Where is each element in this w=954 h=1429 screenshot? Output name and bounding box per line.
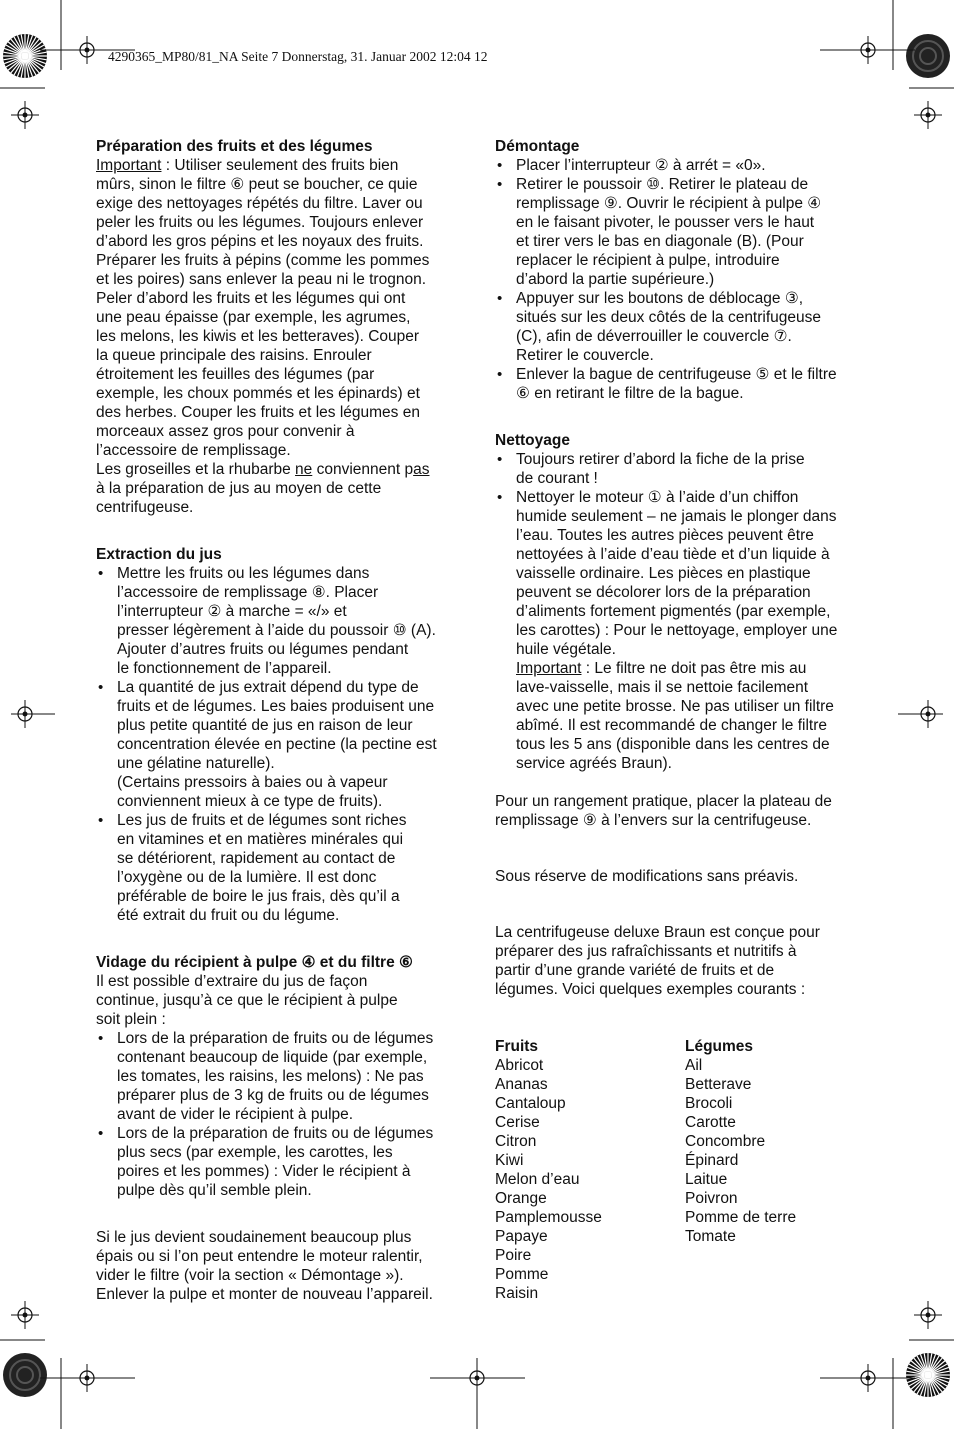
bullet-item: • La quantité de jus extrait dépend du type de	[96, 678, 460, 697]
spacer	[96, 925, 460, 953]
bullet-continuation: Ajouter d’autres fruits ou légumes pendant	[117, 641, 409, 658]
underlined-text: as	[413, 461, 430, 478]
bullet-continuation: service agréés Braun).	[516, 755, 672, 772]
bullet-continuation: été extrait du fruit ou du légume.	[117, 907, 340, 924]
section-heading: Nettoyage	[495, 432, 570, 449]
starburst-bottom-right-icon	[906, 1353, 950, 1397]
bullet-continuation: avec une petite brosse. Ne pas utiliser un filtre	[516, 698, 834, 715]
bullet-continuation: (C), afin de déverrouiller le couvercle ⑦.	[516, 328, 792, 345]
bullet-continuation: pulpe dès qu’il semble plein.	[117, 1182, 312, 1199]
bullet-continuation: plus secs (par exemple, les carottes, les	[117, 1144, 393, 1161]
text-line: des herbes. Couper les fruits et les légumes en	[96, 404, 420, 421]
right-column	[495, 137, 857, 999]
vegetables-title: Légumes	[685, 1038, 754, 1055]
left-column	[96, 137, 460, 1304]
text-line: Il est possible d’extraire du jus de façon	[96, 973, 368, 990]
list-item: Cantaloup	[495, 1095, 566, 1112]
underlined-text: ne	[295, 461, 313, 478]
text-line: vider le filtre (voir la section « Démontage »).	[96, 1267, 404, 1284]
bullet-continuation: se détériorent, rapidement au contact de	[117, 850, 396, 867]
list-item: Kiwi	[495, 1152, 524, 1169]
bullet-continuation: le fonctionnement de l’appareil.	[117, 660, 332, 677]
list-item: Tomate	[685, 1228, 736, 1245]
list-item: Betterave	[685, 1076, 752, 1093]
spacer	[495, 886, 857, 923]
list-item: Carotte	[685, 1114, 736, 1131]
print-slug-header: 4290365_MP80/81_NA Seite 7 Donnerstag, 31. Januar 2002 12:04 12	[108, 49, 488, 64]
list-item: Brocoli	[685, 1095, 733, 1112]
text-line: La centrifugeuse deluxe Braun est conçue pour	[495, 924, 820, 941]
bullet-continuation: l’accessoire de remplissage ⑧. Placer	[117, 584, 379, 601]
list-item: Pomme de terre	[685, 1209, 797, 1226]
bullet-continuation: d’abord la partie supérieure.)	[516, 271, 715, 288]
starburst-bottom-left-icon	[3, 1353, 47, 1397]
text-run: : Utiliser seulement des fruits bien	[161, 157, 399, 174]
bullet-item: • Placer l’interrupteur ② à arrét = «0».	[495, 156, 857, 175]
text-line: une peau épaisse (par exemple, les agrumes,	[96, 309, 411, 326]
underlined-text: Important	[96, 157, 162, 174]
bullet-continuation: les carottes) : Pour le nettoyage, employer une	[516, 622, 838, 639]
bullet-continuation: avant de vider le récipient à pulpe.	[117, 1106, 354, 1123]
list-item: Pomme	[495, 1266, 549, 1283]
bullet-continuation: humide seulement – ne jamais le plonger dans	[516, 508, 837, 525]
text-line: l’accessoire de remplissage.	[96, 442, 291, 459]
list-item: Orange	[495, 1190, 547, 1207]
bullet-continuation: l’oxygène ou de la lumière. Il est donc	[117, 869, 377, 886]
text-line: exige des nettoyages répétés du filtre. Laver ou	[96, 195, 423, 212]
bullet-item: • Les jus de fruits et de légumes sont riches	[96, 811, 460, 830]
section-heading: Vidage du récipient à pulpe ④ et du filtre ⑥	[96, 954, 413, 971]
spacer	[495, 403, 857, 431]
bullet-item: • Toujours retirer d’abord la fiche de la prise	[495, 450, 857, 469]
list-item: Cerise	[495, 1114, 540, 1131]
text-line	[96, 156, 460, 175]
bullet-continuation: contenant beaucoup de liquide (par exemple,	[117, 1049, 428, 1066]
bullet-continuation: situés sur les deux côtés de la centrifugeuse	[516, 309, 822, 326]
spacer	[96, 517, 460, 545]
bullet-continuation: en vitamines et en matières minérales qui	[117, 831, 404, 848]
list-item: Poivron	[685, 1190, 738, 1207]
text-line: les melons, les kiwis et les betteraves). Couper	[96, 328, 420, 345]
bullet-continuation: l’eau. Toutes les autres pièces peuvent être	[516, 527, 814, 544]
section-heading: Préparation des fruits et des légumes	[96, 138, 373, 155]
text-line: Pour un rangement pratique, placer la plateau de	[495, 793, 832, 810]
fruits-list	[495, 1037, 602, 1303]
underlined-text: Important	[516, 660, 582, 677]
section-heading: Démontage	[495, 138, 580, 155]
text-line: épais ou si l’on peut entendre le moteur ralentir,	[96, 1248, 423, 1265]
text-line: mûrs, sinon le filtre ⑥ peut se boucher, ce quie	[96, 176, 418, 193]
bullet-item: • Mettre les fruits ou les légumes dans	[96, 564, 460, 583]
text-line: remplissage ⑨ à l’envers sur la centrifugeuse.	[495, 812, 812, 829]
bullet-item: • Enlever la bague de centrifugeuse ⑤ et le filtre	[495, 365, 857, 384]
text-line: préparer des jus rafraîchissants et nutritifs à	[495, 943, 797, 960]
text-line: étroitement les feuilles des légumes (par	[96, 366, 375, 383]
text-line: Enlever la pulpe et monter de nouveau l’appareil.	[96, 1286, 433, 1303]
bullet-continuation: huile végétale.	[516, 641, 616, 658]
starburst-top-right-icon	[906, 34, 950, 78]
text-line: Préparer les fruits à pépins (comme les pommes	[96, 252, 430, 269]
text-line: soit plein :	[96, 1011, 166, 1028]
text-line: partir d’une grande variété de fruits et de	[495, 962, 775, 979]
bullet-continuation: d’aliments fortement pigmentés (par exemple,	[516, 603, 831, 620]
text-line	[96, 460, 460, 479]
text-line: centrifugeuse.	[96, 499, 194, 516]
bullet-continuation: vaisselle ordinaire. Les pièces en plastique	[516, 565, 811, 582]
bullet-continuation: Retirer le couvercle.	[516, 347, 654, 364]
text-line: peler les fruits ou les légumes. Toujours enlever	[96, 214, 424, 231]
bullet-continuation: de courant !	[516, 470, 598, 487]
bullet-continuation: presser légèrement à l’aide du poussoir ⑩ (A).	[117, 622, 436, 639]
crosshair-icon	[11, 101, 39, 129]
bullet-continuation: préférable de boire le jus frais, dès qu’il a	[117, 888, 400, 905]
bullet-item: • Appuyer sur les boutons de déblocage ③,	[495, 289, 857, 308]
text-line	[495, 659, 857, 678]
text-line: d’abord les gros pépins et les noyaux des fruits.	[96, 233, 424, 250]
bullet-continuation: une gélatine naturelle).	[117, 755, 275, 772]
crosshair-icon	[11, 1301, 39, 1329]
bullet-continuation: les tomates, les raisins, les melons) : Ne pas	[117, 1068, 424, 1085]
text-line: à la préparation de jus au moyen de cette	[96, 480, 382, 497]
spacer	[495, 830, 857, 867]
list-item: Poire	[495, 1247, 532, 1264]
text-line: Sous réserve de modifications sans préavis.	[495, 868, 799, 885]
crosshair-icon	[914, 101, 942, 129]
bullet-continuation: préparer plus de 3 kg de fruits ou de légumes	[117, 1087, 429, 1104]
bullet-item: • Lors de la préparation de fruits ou de légumes	[96, 1029, 460, 1048]
list-item: Concombre	[685, 1133, 766, 1150]
starburst-top-left-icon	[3, 34, 47, 78]
section-heading: Extraction du jus	[96, 546, 222, 563]
text-line: et les poires) sans enlever la peau ni le trognon.	[96, 271, 427, 288]
bullet-continuation: replacer le récipient à pulpe, introduire	[516, 252, 780, 269]
bullet-continuation: lave-vaisselle, mais il se nettoie facilement	[516, 679, 809, 696]
text-line: Peler d’abord les fruits et les légumes qui ont	[96, 290, 406, 307]
bullet-continuation: nettoyées à l’aide d’eau tiède et d’un liquide à	[516, 546, 830, 563]
list-item: Melon d’eau	[495, 1171, 580, 1188]
bullet-item: • Lors de la préparation de fruits ou de légumes	[96, 1124, 460, 1143]
bullet-continuation: concentration élevée en pectine (la pectine est	[117, 736, 437, 753]
list-item: Raisin	[495, 1285, 539, 1302]
text-line: Si le jus devient soudainement beaucoup plus	[96, 1229, 412, 1246]
bullet-continuation: remplissage ⑨. Ouvrir le récipient à pulpe ④	[516, 195, 822, 212]
text-run: : Le filtre ne doit pas être mis au	[581, 660, 807, 677]
bullet-continuation: fruits et de légumes. Les baies produisent une	[117, 698, 435, 715]
spacer	[495, 773, 857, 792]
bullet-continuation: poires et les pommes) : Vider le récipient à	[117, 1163, 411, 1180]
bullet-continuation: en le faisant pivoter, le pousser vers le haut	[516, 214, 815, 231]
list-item: Ail	[685, 1057, 703, 1074]
spacer	[96, 1200, 460, 1228]
list-item: Épinard	[685, 1152, 739, 1169]
text-line: morceaux assez gros pour convenir à	[96, 423, 355, 440]
list-item: Papaye	[495, 1228, 548, 1245]
list-item: Pamplemousse	[495, 1209, 602, 1226]
text-line: légumes. Voici quelques exemples courants :	[495, 981, 806, 998]
bullet-continuation: peuvent se décolorer lors de la préparation	[516, 584, 811, 601]
list-item: Citron	[495, 1133, 537, 1150]
text-line: la queue principale des raisins. Enrouler	[96, 347, 372, 364]
bullet-continuation: l’interrupteur ② à marche = «/» et	[117, 603, 347, 620]
crosshair-icon	[914, 1301, 942, 1329]
bullet-continuation: (Certains pressoirs à baies ou à vapeur	[117, 774, 388, 791]
bullet-item: • Nettoyer le moteur ① à l’aide d’un chiffon	[495, 488, 857, 507]
text-run: conviennent p	[312, 461, 414, 478]
text-line: continue, jusqu’à ce que le récipient à pulpe	[96, 992, 398, 1009]
bullet-continuation: et tirer vers le bas en diagonale (B). (Pour	[516, 233, 804, 250]
text-line: exemple, les choux pommés et les épinards) et	[96, 385, 420, 402]
vegetables-list	[685, 1037, 796, 1246]
bullet-continuation: ⑥ en retirant le filtre de la bague.	[516, 385, 744, 402]
text-run: Les groseilles et la rhubarbe	[96, 461, 296, 478]
list-item: Laitue	[685, 1171, 728, 1188]
bullet-continuation: conviennent mieux à ce type de fruits).	[117, 793, 383, 810]
bullet-item: • Retirer le poussoir ⑩. Retirer le plateau de	[495, 175, 857, 194]
list-item: Ananas	[495, 1076, 548, 1093]
bullet-continuation: abîmé. Il est recommandé de changer le filtre	[516, 717, 828, 734]
bullet-continuation: tous les 5 ans (disponible dans les centres de	[516, 736, 830, 753]
bullet-continuation: plus petite quantité de jus en raison de leur	[117, 717, 413, 734]
fruits-title: Fruits	[495, 1038, 539, 1055]
list-item: Abricot	[495, 1057, 544, 1074]
